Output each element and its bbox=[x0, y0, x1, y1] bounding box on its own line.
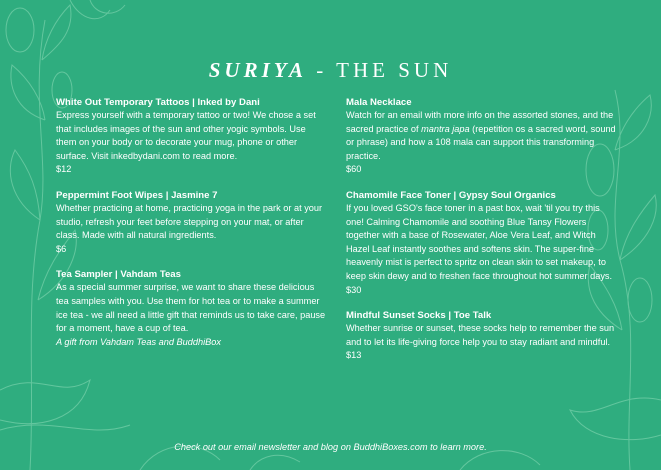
product-price: $13 bbox=[346, 350, 362, 361]
product-title: Chamomile Face Toner | Gypsy Soul Organics bbox=[346, 189, 556, 201]
product-title: White Out Temporary Tattoos | Inked by Dani bbox=[56, 97, 260, 108]
product-item bbox=[346, 96, 616, 177]
title-name: SURIYA bbox=[208, 58, 308, 82]
product-price: $6 bbox=[56, 243, 67, 254]
product-note: A gift from Vahdam Teas and BuddhiBox bbox=[56, 336, 221, 347]
product-description: Whether practicing at home, practicing yoga in the park or at your studio, refresh your feet before stepping on your mat, or after class. Made with all natural ingredients. bbox=[56, 202, 323, 241]
footer-note: Check out our email newsletter and blog on BuddhiBoxes.com to learn more. bbox=[174, 442, 487, 452]
right-column bbox=[346, 96, 616, 375]
product-description: As a special summer surprise, we want to share these delicious tea samples with you. Use them for hot tea or to make a summer ice tea - we all need a little gift that reminds us to take care, pause for a moment, have a cup of tea. bbox=[56, 282, 326, 334]
product-price: $60 bbox=[346, 164, 362, 175]
product-item bbox=[56, 189, 326, 256]
left-column bbox=[56, 96, 326, 361]
product-description: Express yourself with a temporary tattoo or two! We chose a set that includes images of the sun and other yogic symbols. Use them on your body or to decorate your mug, phone or other surface. Visit inkedbydani.com to read more. bbox=[56, 110, 316, 161]
title-subtitle: THE SUN bbox=[336, 58, 453, 82]
product-title: Peppermint Foot Wipes | Jasmine 7 bbox=[56, 189, 218, 201]
product-item bbox=[56, 268, 326, 349]
product-item bbox=[56, 96, 326, 177]
title-separator: - bbox=[316, 58, 328, 82]
product-description bbox=[346, 109, 616, 163]
product-title: Mala Necklace bbox=[346, 97, 412, 108]
product-price: $30 bbox=[346, 284, 362, 295]
description-text: Watch for an email with more info on the assorted stones, and the sacred practice of bbox=[346, 110, 614, 134]
product-title: Mindful Sunset Socks | Toe Talk bbox=[346, 310, 492, 322]
product-title: Tea Sampler | Vahdam Teas bbox=[56, 269, 181, 281]
product-description: Whether sunrise or sunset, these socks help to remember the sun and to let its life-giving force help you to stay radiant and mindful. bbox=[346, 323, 615, 347]
page-title bbox=[0, 58, 661, 83]
product-price: $12 bbox=[56, 164, 72, 175]
product-item bbox=[346, 309, 616, 363]
description-emphasis: mantra japa bbox=[421, 123, 470, 134]
product-description: If you loved GSO's face toner in a past box, wait 'til you try this one! Calming Chamomile and soothing Blue Tansy Flowers together with a base of Rosewater, Aloe Vera Leaf, and Witch Hazel Leaf instantly soothes and softens skin. The super-fine heavenly mist is perfect to spritz on clean skin to set makeup, to keep skin dewy and to freshen face throughout hot summer days. bbox=[346, 202, 613, 281]
description-text: (repetition os a sacred word, sound or phrase) and how a 108 mala can support this transforming practice. bbox=[346, 123, 616, 161]
product-item bbox=[346, 189, 616, 297]
